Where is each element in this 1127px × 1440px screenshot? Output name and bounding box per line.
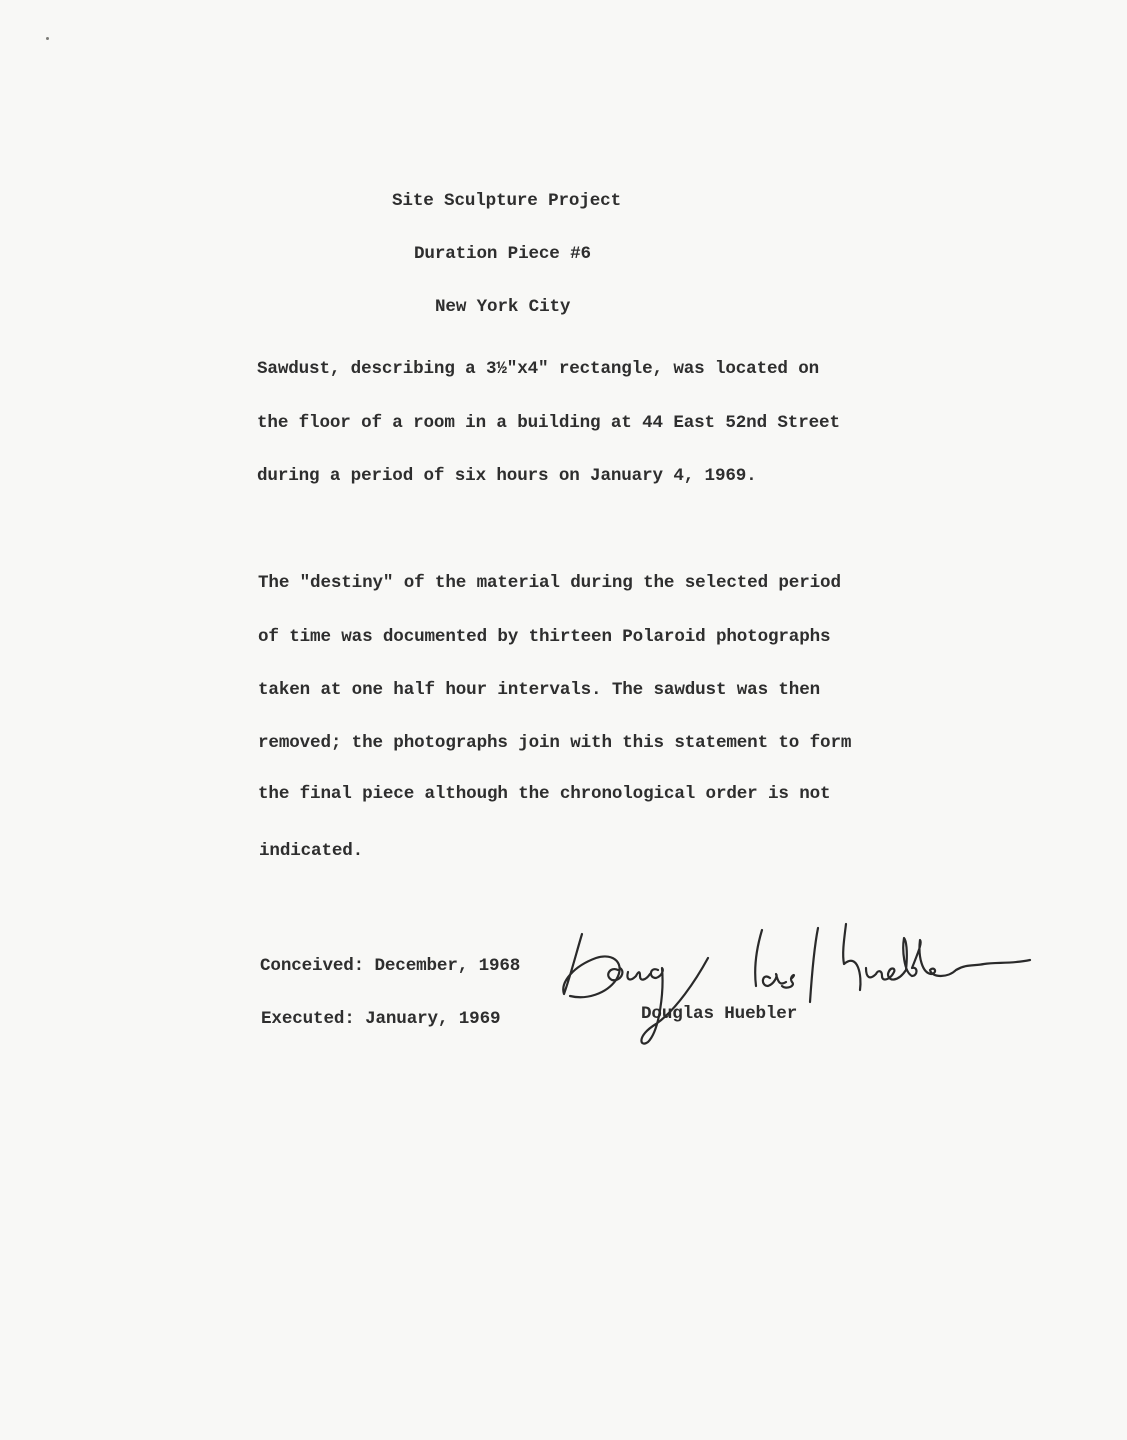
paragraph2-line: the final piece although the chronological order is not xyxy=(258,784,831,804)
paragraph2-line: removed; the photographs join with this statement to form xyxy=(258,733,852,753)
document-title: Site Sculpture Project xyxy=(392,191,621,211)
paragraph2-line: taken at one half hour intervals. The sawdust was then xyxy=(258,680,821,700)
document-location: New York City xyxy=(435,297,571,317)
executed-date: Executed: January, 1969 xyxy=(261,1009,501,1029)
paragraph1-line: during a period of six hours on January 4, 1969. xyxy=(257,466,757,486)
paper-speck xyxy=(46,37,49,40)
paragraph1-line: Sawdust, describing a 3½"x4" rectangle, was located on xyxy=(257,359,820,379)
document-subtitle: Duration Piece #6 xyxy=(414,244,591,264)
paragraph2-line: indicated. xyxy=(259,841,364,861)
paragraph1-line: the floor of a room in a building at 44 East 52nd Street xyxy=(257,413,840,433)
typed-signature-name: Douglas Huebler xyxy=(641,1004,798,1024)
paragraph2-line: of time was documented by thirteen Polaroid photographs xyxy=(258,627,831,647)
conceived-date: Conceived: December, 1968 xyxy=(260,956,521,976)
handwritten-signature xyxy=(556,920,1046,1050)
paragraph2-line: The "destiny" of the material during the selected period xyxy=(258,573,841,593)
